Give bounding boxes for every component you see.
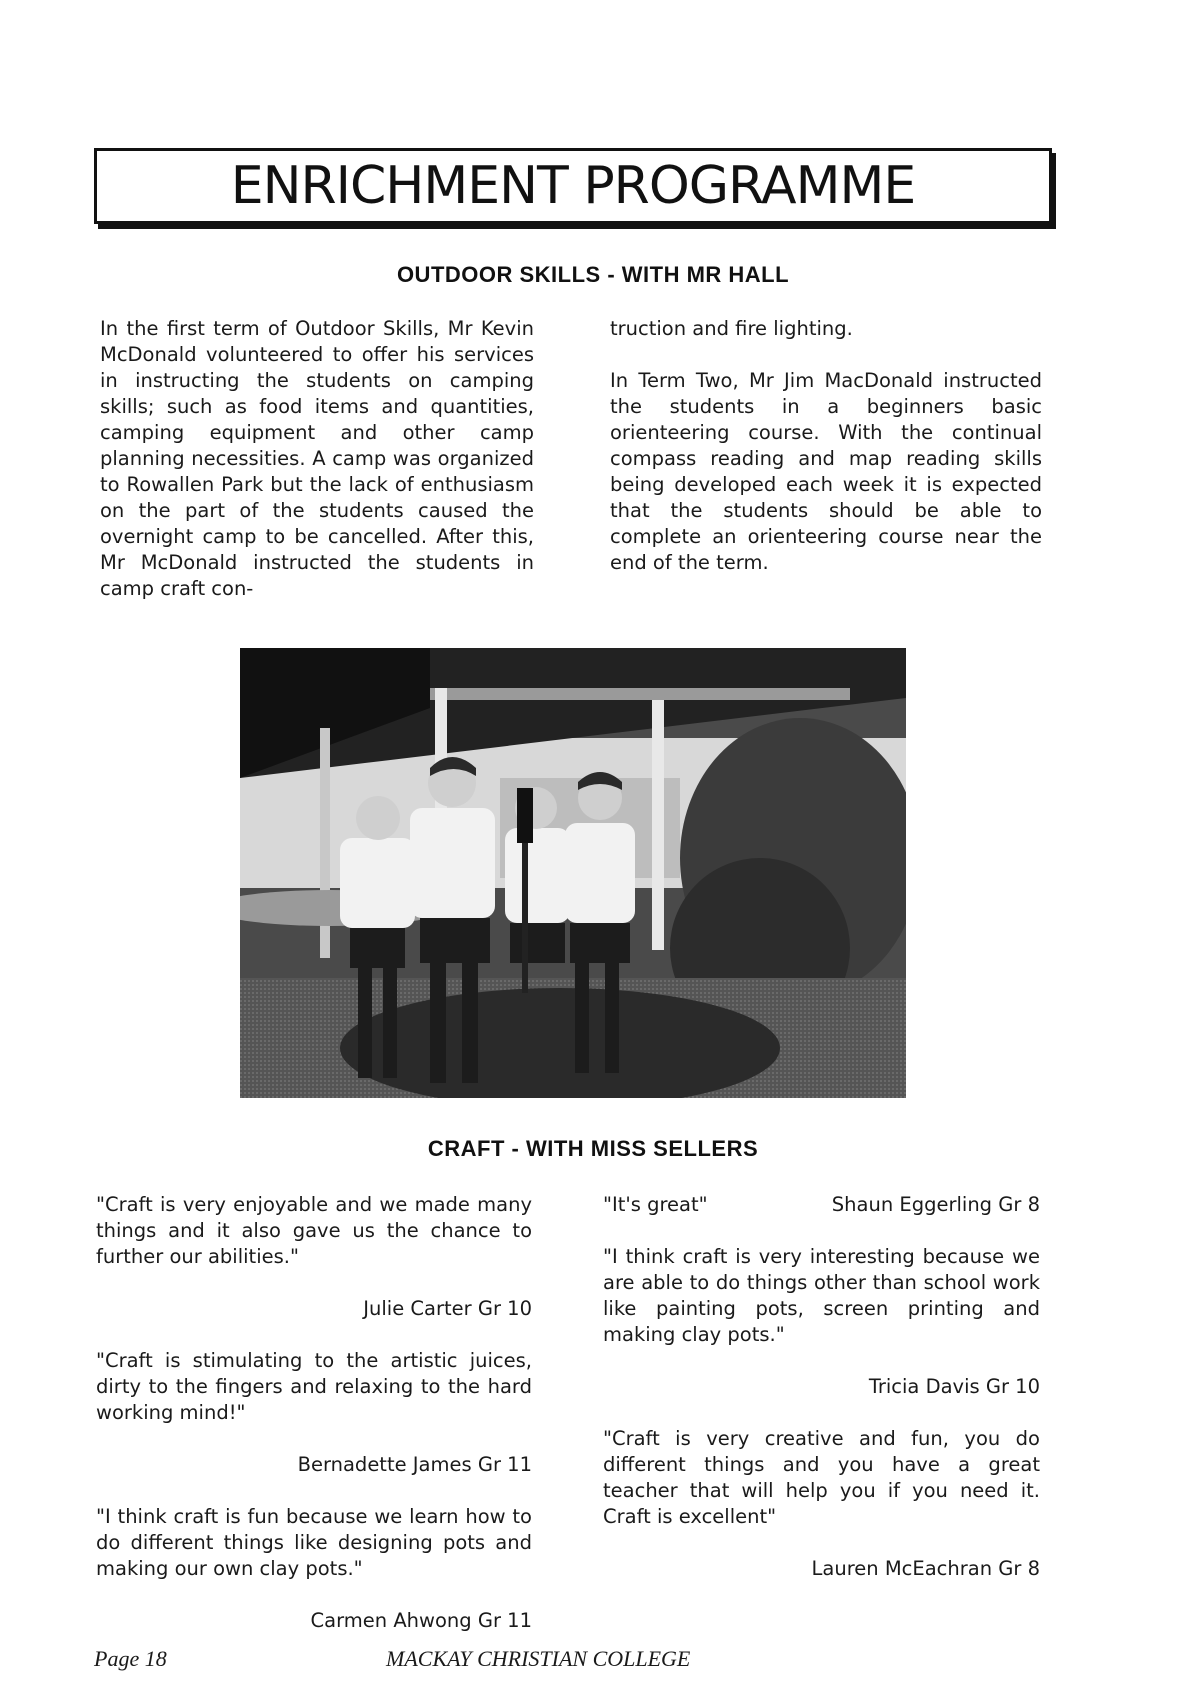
craft-inline-quote-attribution: Shaun Eggerling Gr 8 [831, 1193, 1040, 1216]
craft-attribution-2: Bernadette James Gr 11 [297, 1453, 532, 1476]
craft-attribution-5: Lauren McEachran Gr 8 [811, 1557, 1040, 1580]
craft-quote-5: "Craft is very creative and fun, you do different things and you have a great teacher that will help you if you need it. Craft is excellent" [603, 1427, 1040, 1528]
students-group-photo [240, 648, 906, 1098]
outdoor-right-paragraph-2: In Term Two, Mr Jim MacDonald instructed the students in a beginners basic orienteering course. With the continual compass reading and map reading skills being developed each week it is expected that the students should be able to complete an orienteering course near the end of the term. [610, 369, 1042, 574]
craft-attribution-1: Julie Carter Gr 10 [363, 1297, 532, 1320]
craft-heading: CRAFT - WITH MISS SELLERS [427, 1136, 759, 1161]
page-banner [94, 148, 1052, 224]
craft-inline-quote [603, 1192, 1040, 1218]
craft-quote-2: "Craft is stimulating to the artistic juices, dirty to the fingers and relaxing to the hard working mind!" [96, 1349, 532, 1424]
craft-inline-quote-text: "It's great" [603, 1193, 708, 1216]
page-title: ENRICHMENT PROGRAMME [230, 156, 916, 216]
outdoor-right-column [610, 316, 1042, 602]
craft-attribution-4: Tricia Davis Gr 10 [868, 1375, 1040, 1398]
craft-attribution-3: Carmen Ahwong Gr 11 [310, 1609, 532, 1632]
outdoor-right-paragraph-1: truction and fire lighting. [610, 317, 853, 340]
craft-quote-1: "Craft is very enjoyable and we made many things and it also gave us the chance to further our abilities." [96, 1193, 532, 1268]
outdoor-left-paragraph: In the first term of Outdoor Skills, Mr Kevin McDonald volunteered to offer his services in instructing the students on camping skills; such as food items and quantities, camping equipment and other camp planning necessities. A camp was organized to Rowallen Park but the lack of enthusiasm on the part of the students caused the overnight camp to be cancelled. After this, Mr McDonald instructed the students in camp craft con- [100, 317, 534, 600]
outdoor-left-column [100, 316, 534, 628]
craft-quote-3: "I think craft is fun because we learn how to do different things like designing pots and making our own clay pots." [96, 1505, 532, 1580]
outdoor-skills-heading: OUTDOOR SKILLS - WITH MR HALL [396, 262, 790, 287]
craft-quote-4: "I think craft is very interesting because we are able to do things other than school work like painting pots, screen printing and making clay pots." [603, 1245, 1040, 1346]
page-number: Page 18 [94, 1646, 167, 1671]
craft-left-column [96, 1192, 532, 1660]
college-name: MACKAY CHRISTIAN COLLEGE [386, 1646, 691, 1671]
craft-right-column [603, 1192, 1040, 1608]
